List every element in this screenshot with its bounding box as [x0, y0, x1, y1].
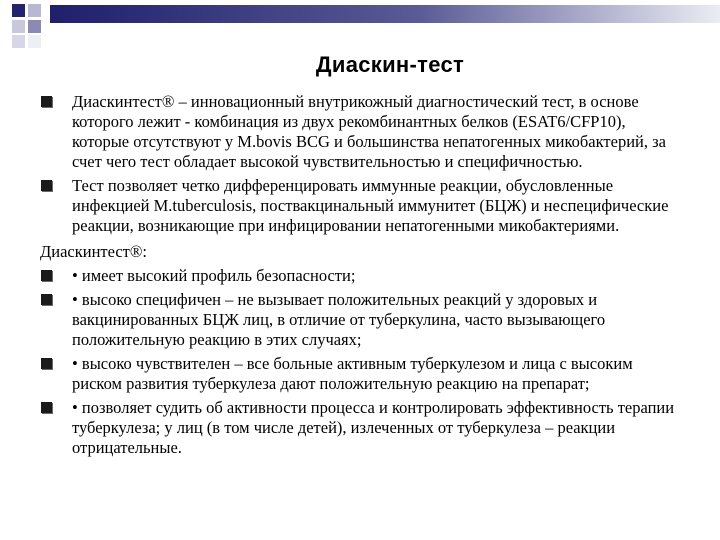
list-item: [0, 354, 720, 394]
square-bullet-icon: [41, 402, 52, 413]
deco-square: [28, 20, 41, 33]
deco-square: [12, 4, 25, 17]
deco-square: [28, 4, 41, 17]
square-bullet-icon: [41, 180, 52, 191]
square-bullet-icon: [41, 270, 52, 281]
list-item-text: Диаскинтест® – инновационный внутрикожный диагностический тест, в основе которого лежит - комбинация из двух рекомбинантных белков (ESAT6/CFP10), которые отсутствуют у M.bovis BCG и большинства непатогенных микобактерий, за счет чего тест обладает высокой чувствительностью и специфичностью.: [72, 92, 666, 171]
slide-body: [0, 92, 720, 462]
square-bullet-icon: [41, 294, 52, 305]
list-item: [0, 290, 720, 350]
header-gradient-bar: [50, 5, 720, 23]
deco-square: [28, 35, 41, 48]
slide-title: Диаскин-тест: [315, 52, 465, 77]
header-decoration: [0, 0, 720, 50]
list-item-text: • позволяет судить об активности процесса и контролировать эффективность терапии туберкулеза; у лиц (в том числе детей), излеченных от туберкулеза – реакции отрицательные.: [72, 398, 675, 457]
list-item-text: • высоко чувствителен – все больные активным туберкулезом и лица с высоким риском развития туберкулеза дают положительную реакцию на препарат;: [72, 354, 633, 393]
list-item: [0, 266, 720, 286]
list-item-text: Тест позволяет четко дифференцировать иммунные реакции, обусловленные инфекцией M.tuberculosis, поствакцинальный иммунитет (БЦЖ) и неспецифические реакции, возникающие при инфицировании непатогенными микобактериями.: [72, 176, 669, 235]
list-item: [0, 92, 720, 172]
list-item: [0, 398, 720, 458]
list-item: [0, 176, 720, 236]
square-bullet-icon: [41, 96, 52, 107]
list-item-text: • имеет высокий профиль безопасности;: [72, 266, 356, 285]
subheading: Диаскинтест®:: [40, 242, 148, 261]
deco-square: [12, 35, 25, 48]
deco-square: [12, 20, 25, 33]
list-item-text: • высоко специфичен – не вызывает положительных реакций у здоровых и вакцинированных БЦЖ лиц, в отличие от туберкулина, часто вызывающего положительную реакцию в этих случаях;: [72, 290, 606, 349]
square-bullet-icon: [41, 358, 52, 369]
